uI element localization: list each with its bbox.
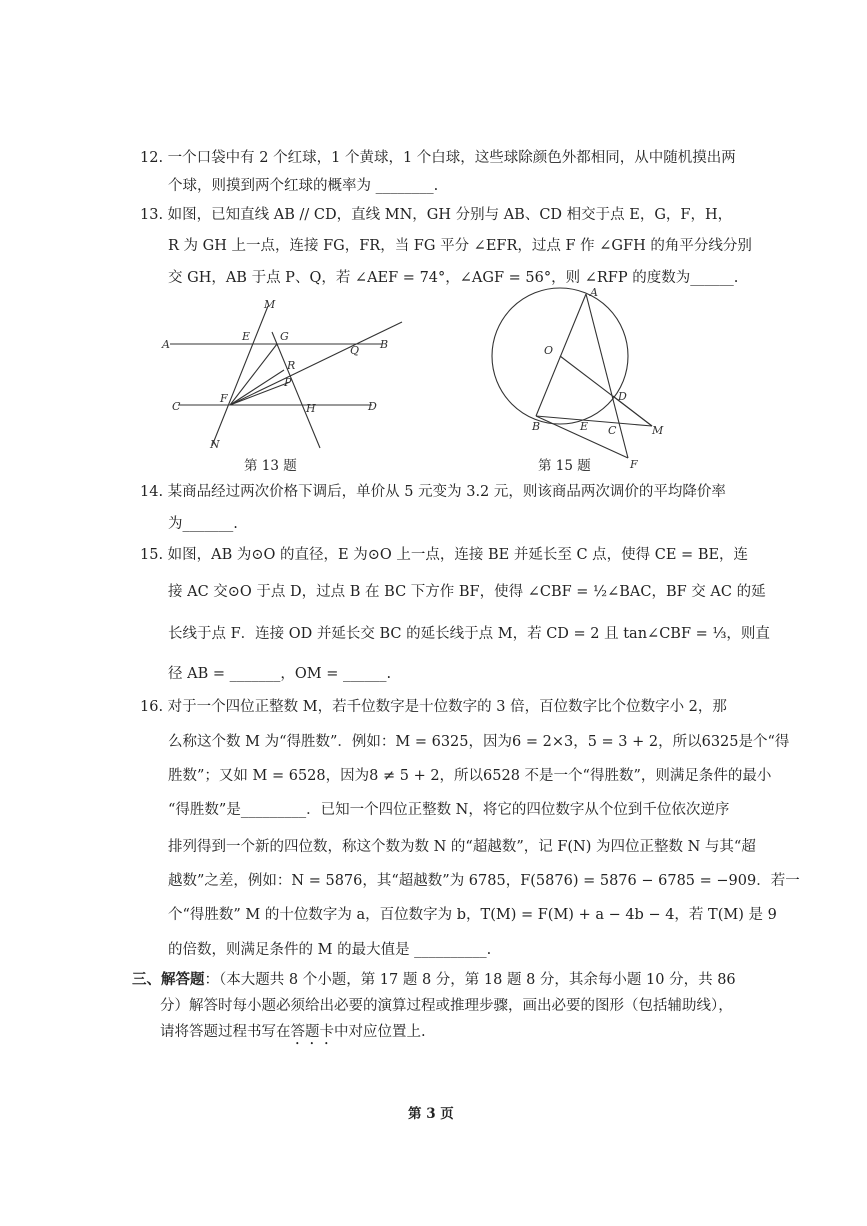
label-C: C — [172, 400, 181, 413]
q13-line-3: 交 GH，AB 于点 P、Q，若 ∠AEF = 74°，∠AGF = 56°，则 ∠RFP 的度数为______. — [168, 270, 739, 286]
q15-line-1: 15. 如图，AB 为⊙O 的直径，E 为⊙O 上一点，连接 BE 并延长至 C 点，使得 CE = BE，连 — [140, 547, 749, 563]
q15-line-3: 长线于点 F．连接 OD 并延长交 BC 的延长线于点 M，若 CD = 2 且 tan∠CBF = ⅓，则直 — [168, 626, 770, 642]
label-A: A — [590, 286, 598, 299]
label-F: F — [630, 458, 638, 471]
section-3-line-1 — [132, 970, 736, 990]
label-E: E — [242, 330, 251, 343]
label-N: N — [210, 438, 220, 451]
section-3-text-3b: 答题卡 — [290, 1024, 334, 1040]
line-GH — [272, 332, 320, 448]
label-C: C — [608, 424, 617, 437]
label-E: E — [580, 420, 589, 433]
section-3-line-3 — [160, 1022, 426, 1048]
section-3-line-2: 分）解答时每小题必须给出必要的演算过程或推理步骤，画出必要的图形（包括辅助线）， — [160, 998, 733, 1014]
label-B: B — [380, 338, 389, 351]
label-G: G — [280, 330, 289, 343]
label-F: F — [220, 392, 228, 405]
label-D: D — [368, 400, 377, 413]
q16-line-1: 16. 对于一个四位正整数 M，若千位数字是十位数字的 3 倍，百位数字比个位数字小 2，那 — [140, 699, 727, 715]
q16-line-4: “得胜数”是_________．已知一个四位正整数 N，将它的四位数字从个位到千位依次逆序 — [168, 802, 730, 818]
q14-line-1: 14. 某商品经过两次价格下调后，单价从 5 元变为 3.2 元，则该商品两次调价的平均降价率 — [140, 484, 726, 500]
section-3-text-3a: 请将答题过程书写在 — [160, 1024, 291, 1040]
figure-15 — [480, 282, 680, 472]
label-A: A — [162, 338, 170, 351]
line-MN — [212, 306, 268, 446]
page-number: 第 3 页 — [408, 1106, 454, 1122]
q16-line-7: 个“得胜数” M 的十位数字为 a，百位数字为 b，T(M) = F(M) + a − 4b − 4，若 T(M) 是 9 — [168, 907, 777, 923]
figure-13 — [160, 296, 420, 456]
label-P: P — [284, 376, 292, 389]
q13-line-2: R 为 GH 上一点，连接 FG，FR，当 FG 平分 ∠EFR，过点 F 作 ∠GFH 的角平分线分别 — [168, 238, 752, 254]
q16-line-5: 排列得到一个新的四位数，称这个数为数 N 的“超越数”，记 F(N) 为四位正整数 N 与其“超 — [168, 839, 756, 855]
label-Q: Q — [350, 344, 360, 357]
q12-line-1: 12. 一个口袋中有 2 个红球，1 个黄球，1 个白球，这些球除颜色外都相同，从中随机摸出两 — [140, 150, 736, 166]
q16-line-6: 越数”之差，例如：N = 5876，其“超越数”为 6785，F(5876) = 5876 − 6785 = −909．若一 — [168, 873, 800, 889]
label-R: R — [287, 359, 296, 372]
segment-AF — [586, 294, 628, 458]
q15-line-2: 接 AC 交⊙O 于点 D，过点 B 在 BC 下方作 BF，使得 ∠CBF = ½∠BAC，BF 交 AC 的延 — [168, 584, 766, 600]
label-M: M — [264, 298, 276, 311]
label-D: D — [618, 390, 627, 403]
figure-15-caption: 第 15 题 — [538, 458, 591, 474]
section-3-text-3c: 中对应位置上. — [334, 1024, 426, 1040]
label-H: H — [306, 402, 316, 415]
section-3-heading: 三、解答题 — [132, 971, 205, 988]
figure-13-caption: 第 13 题 — [244, 458, 297, 474]
q12-line-2: 个球，则摸到两个红球的概率为 ________. — [168, 178, 439, 194]
line-FQ — [230, 322, 402, 405]
q16-line-3: 胜数”；又如 M = 6528，因为8 ≠ 5 + 2，所以6528 不是一个“得胜数”，则满足条件的最小 — [168, 768, 772, 784]
label-O: O — [544, 344, 554, 357]
q16-line-8: 的倍数，则满足条件的 M 的最大值是 __________. — [168, 942, 492, 958]
section-3-text-1: ：（本大题共 8 个小题，第 17 题 8 分，第 18 题 8 分，其余每小题 10 分，共 86 — [204, 972, 736, 988]
q14-line-2: 为_______. — [168, 516, 238, 532]
q16-line-2: 么称这个数 M 为“得胜数”．例如：M = 6325，因为6 = 2×3，5 = 3 + 2，所以6325是个“得 — [168, 734, 790, 750]
q13-line-1: 13. 如图，已知直线 AB // CD，直线 MN，GH 分别与 AB、CD 相交于点 E，G，F，H， — [140, 207, 733, 223]
label-B: B — [532, 420, 541, 433]
q15-line-4: 径 AB = _______，OM = ______. — [168, 666, 392, 682]
label-M: M — [652, 424, 664, 437]
